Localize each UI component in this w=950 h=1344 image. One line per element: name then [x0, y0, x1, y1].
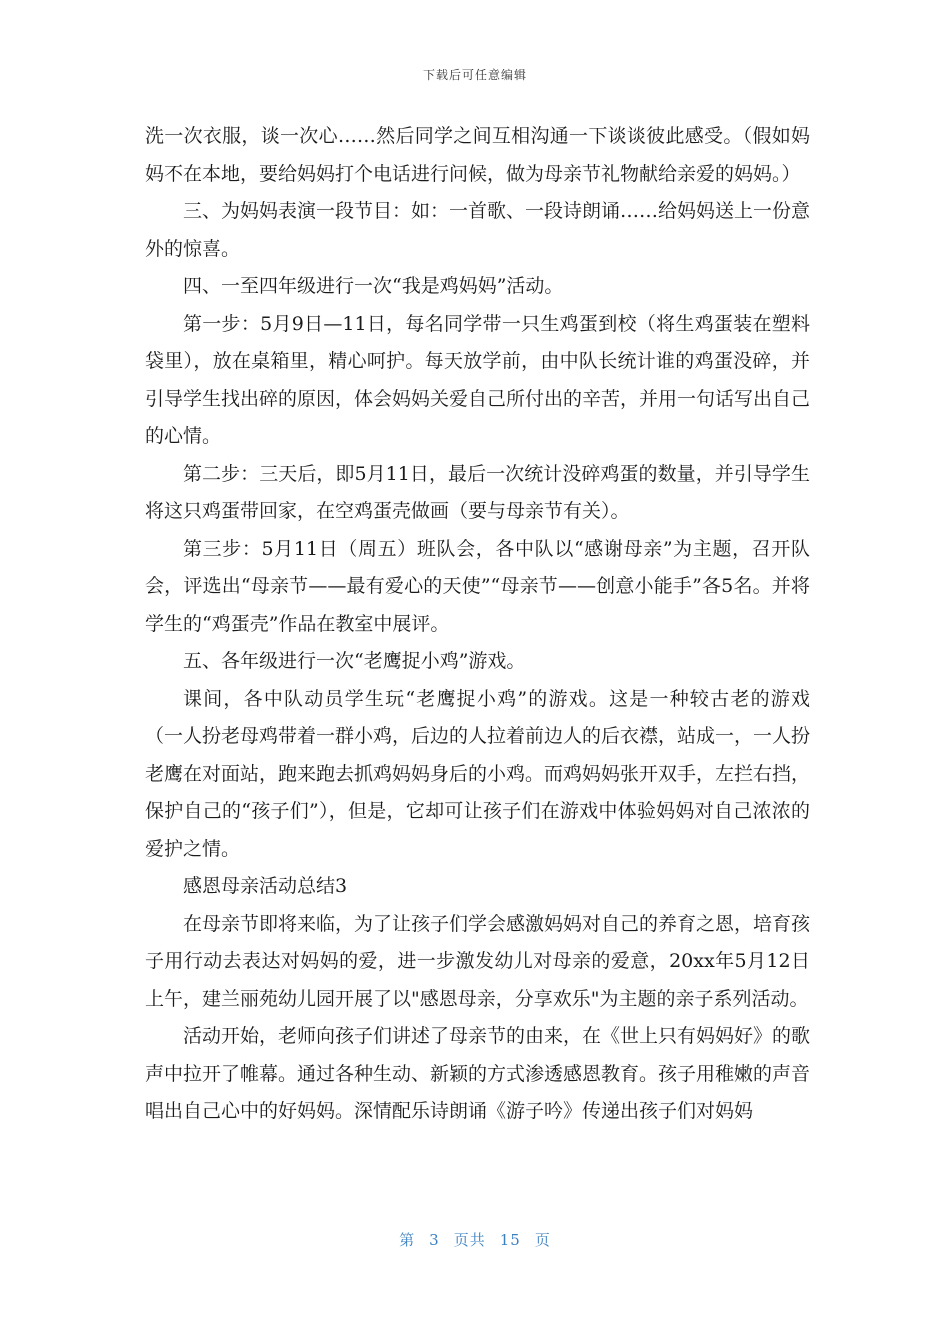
paragraph-item-three: 三、为妈妈表演一段节目：如：一首歌、一段诗朗诵……给妈妈送上一份意外的惊喜。 [145, 200, 811, 260]
footer-current-page: 3 [429, 1231, 440, 1249]
footer-total-pages: 15 [499, 1231, 521, 1249]
paragraph-continuation: 洗一次衣服，谈一次心……然后同学之间互相沟通一下谈谈彼此感受。（假如妈妈不在本地，要给妈妈打个电话进行问候，做为母亲节礼物献给亲爱的妈妈。） [145, 125, 810, 185]
paragraph-item-four: 四、一至四年级进行一次“我是鸡妈妈”活动。 [183, 275, 564, 297]
paragraph-step-one: 第一步：5月9日—11日，每名同学带一只生鸡蛋到校（将生鸡蛋装在塑料袋里），放在桌箱里，精心呵护。每天放学前，由中队长统计谁的鸡蛋没碎，并引导学生找出碎的原因，体会妈妈关爱自己所付出的辛苦，并用一句话写出自己的心情。 [145, 312, 811, 447]
document-body [145, 118, 810, 1131]
paragraph-step-three: 第三步：5月11日（周五）班队会，各中队以“感谢母亲”为主题，召开队会，评选出“母亲节——最有爱心的天使”“母亲节——创意小能手”各5名。并将学生的“鸡蛋壳”作品在教室中展评。 [145, 537, 810, 635]
section-heading: 感恩母亲活动总结3 [183, 875, 348, 897]
page-header: 下载后可任意编辑 [422, 68, 527, 82]
footer-page-suffix: 页共 [453, 1231, 486, 1249]
footer-page-label: 第 [399, 1231, 416, 1249]
page-footer [0, 1229, 950, 1250]
paragraph-step-two: 第二步：三天后，即5月11日，最后一次统计没碎鸡蛋的数量，并引导学生将这只鸡蛋带回家，在空鸡蛋壳做画（要与母亲节有关）。 [145, 462, 810, 522]
paragraph-game-description: 课间，各中队动员学生玩“老鹰捉小鸡”的游戏。这是一种较古老的游戏（一人扮老母鸡带着一群小鸡，后边的人拉着前边人的后衣襟，站成一，一人扮老鹰在对面站，跑来跑去抓鸡妈妈身后的小鸡。而鸡妈妈张开双手，左拦右挡，保护自己的“孩子们”），但是，它却可让孩子们在游戏中体验妈妈对自己浓浓的爱护之情。 [145, 687, 811, 860]
paragraph-summary-intro: 在母亲节即将来临，为了让孩子们学会感激妈妈对自己的养育之恩，培育孩子用行动去表达对妈妈的爱，进一步激发幼儿对母亲的爱意，20xx年5月12日上午，建兰丽苑幼儿园开展了以"感恩母亲，分享欢乐"为主题的亲子系列活动。 [145, 912, 811, 1010]
paragraph-activity-start: 活动开始，老师向孩子们讲述了母亲节的由来，在《世上只有妈妈好》的歌声中拉开了帷幕。通过各种生动、新颖的方式渗透感恩教育。孩子用稚嫩的声音唱出自己心中的好妈妈。深情配乐诗朗诵《游子吟》传递出孩子们对妈妈 [145, 1025, 811, 1122]
footer-total-suffix: 页 [534, 1231, 551, 1249]
paragraph-item-five: 五、各年级进行一次“老鹰捉小鸡”游戏。 [183, 650, 526, 672]
